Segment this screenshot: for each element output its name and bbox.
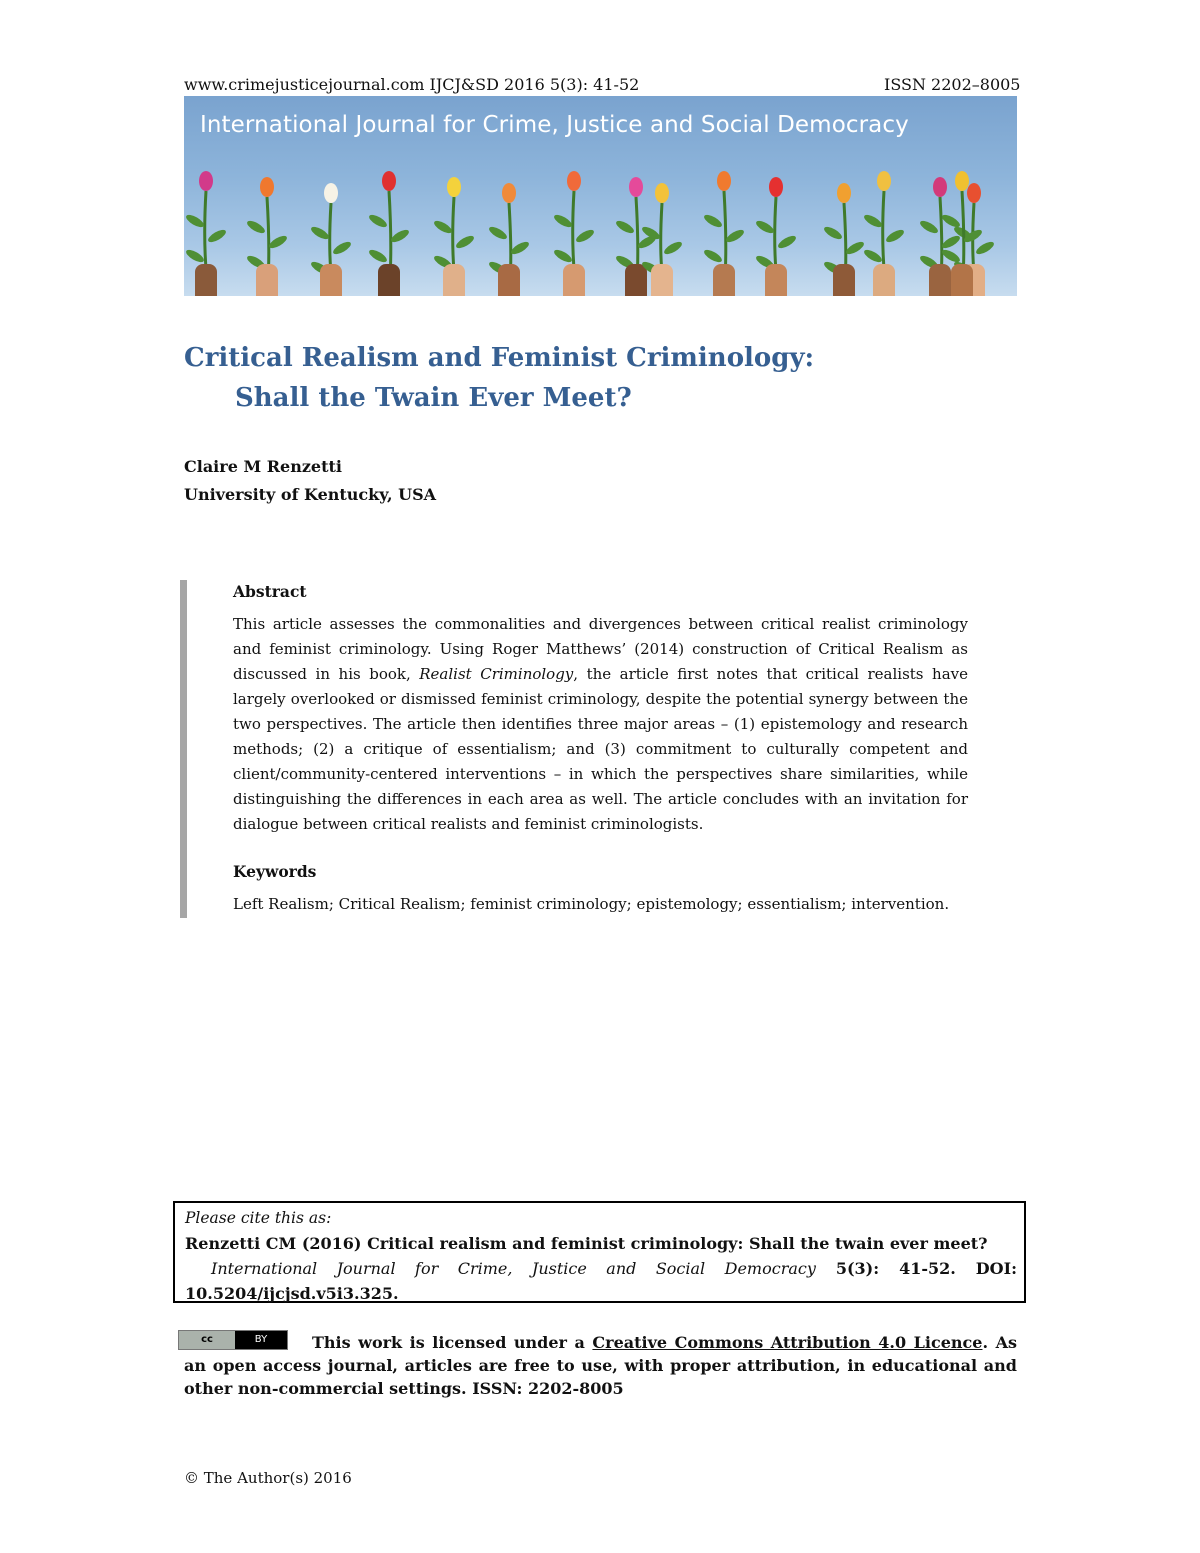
rose-head [502, 183, 516, 203]
hand [833, 264, 855, 296]
rose-leaf [844, 240, 865, 257]
rose-head [199, 171, 213, 191]
hand [651, 264, 673, 296]
rose-leaf [184, 213, 205, 230]
citation-main: Renzetti CM (2016) Critical realism and feminist criminology: Shall the twain ever meet? [185, 1234, 988, 1253]
rose-leaf [331, 240, 352, 257]
rose-head [769, 177, 783, 197]
citation-text [185, 1231, 1017, 1306]
journal-banner [184, 96, 1017, 296]
hand [320, 264, 342, 296]
banner-journal-title: International Journal for Crime, Justice and Social Democracy [200, 112, 909, 138]
copyright-notice: © The Author(s) 2016 [184, 1469, 352, 1487]
rose-head [837, 183, 851, 203]
license-text-before: This work is licensed under a [312, 1333, 593, 1352]
rose-leaf [574, 228, 595, 245]
keywords-heading: Keywords [233, 862, 317, 881]
rose-leaf [367, 213, 388, 230]
cc-by-label: BY [254, 1334, 268, 1345]
abstract-side-bar [180, 580, 187, 918]
rose-leaf [884, 228, 905, 245]
hand [873, 264, 895, 296]
rose-leaf [206, 228, 227, 245]
rose-leaf [552, 248, 573, 265]
rose-leaf [245, 219, 266, 236]
rose-head [629, 177, 643, 197]
rose-leaf [662, 240, 683, 257]
hand [765, 264, 787, 296]
hand [378, 264, 400, 296]
rose-head [260, 177, 274, 197]
abstract-heading: Abstract [233, 582, 307, 601]
license-text-after: . As an open access journal, articles are free to use, with proper attribution, in educational and other non-commercial settings. ISSN: 2202-8005 [184, 1333, 1017, 1398]
article-title-line-1: Critical Realism and Feminist Criminology: [184, 343, 815, 373]
hand [443, 264, 465, 296]
rose-leaf [940, 234, 961, 251]
rose-leaf [974, 240, 995, 257]
rose-leaf [862, 248, 883, 265]
rose-leaf [822, 225, 843, 242]
article-title-line-2: Shall the Twain Ever Meet? [235, 383, 632, 413]
rose-head [567, 171, 581, 191]
author-name: Claire M Renzetti [184, 457, 342, 476]
rose-head [655, 183, 669, 203]
rose-leaf [940, 213, 961, 230]
hand [713, 264, 735, 296]
abstract-book-title: Realist Criminology [419, 665, 574, 683]
rose-leaf [432, 219, 453, 236]
author-affiliation: University of Kentucky, USA [184, 485, 437, 504]
running-header-issn: ISSN 2202–8005 [884, 75, 1021, 94]
citation-journal: International Journal for Crime, Justice and Social Democracy [211, 1259, 816, 1278]
rose-leaf [367, 248, 388, 265]
rose-head [717, 171, 731, 191]
rose-leaf [184, 248, 205, 265]
rose-head [955, 171, 969, 191]
abstract-body [233, 612, 968, 837]
rose-leaf [940, 248, 961, 265]
hand [498, 264, 520, 296]
hand [951, 264, 973, 296]
rose-head [933, 177, 947, 197]
license-link[interactable]: Creative Commons Attribution 4.0 Licence [592, 1333, 983, 1352]
rose-leaf [918, 219, 939, 236]
rose-head [382, 171, 396, 191]
running-header-left: www.crimejusticejournal.com IJCJ&SD 2016 5(3): 41-52 [184, 75, 640, 94]
rose-head [324, 183, 338, 203]
abstract-text-part-2: , the article first notes that critical realists have largely overlooked or dismissed feminist criminology, despite the potential synergy between the two perspectives. The article then identifies three major areas – (1) epistemology and research methods; (2) a critique of essentialism; and (3) commitment to culturally competent and client/community-centered interventions – in which the perspectives share similarities, while distinguishing the differences in each area as well. The article concludes with an invitation for dialogue between critical realists and feminist criminologists. [233, 665, 968, 833]
rose-leaf [454, 234, 475, 251]
rose-leaf [724, 228, 745, 245]
rose-leaf [309, 225, 330, 242]
rose-leaf [702, 213, 723, 230]
hand [929, 264, 951, 296]
rose-leaf [614, 219, 635, 236]
rose-leaf [754, 219, 775, 236]
cc-icon: cc [179, 1331, 235, 1349]
rose-leaf [487, 225, 508, 242]
citation-label: Please cite this as: [185, 1209, 332, 1227]
rose-leaf [389, 228, 410, 245]
rose-leaf [862, 213, 883, 230]
rose-head [967, 183, 981, 203]
license-statement [184, 1331, 1017, 1400]
hand [256, 264, 278, 296]
abstract-text-part-1: This article assesses the commonalities and divergences between critical realist criminology and feminist criminology. Using Roger Matthews’ (2014) construction of Critical Realism as discussed in his book, [233, 615, 968, 683]
rose-leaf [552, 213, 573, 230]
keywords-list: Left Realism; Critical Realism; feminist criminology; epistemology; essentialism; intervention. [233, 895, 950, 913]
hand [195, 264, 217, 296]
hand [625, 264, 647, 296]
rose-leaf [702, 248, 723, 265]
rose-leaf [267, 234, 288, 251]
citation-volume-doi: 5(3): 41-52. DOI: 10.5204/ijcjsd.v5i3.325. [185, 1259, 1017, 1303]
rose-head [877, 171, 891, 191]
hand [563, 264, 585, 296]
rose-leaf [509, 240, 530, 257]
rose-head [447, 177, 461, 197]
rose-leaf [776, 234, 797, 251]
